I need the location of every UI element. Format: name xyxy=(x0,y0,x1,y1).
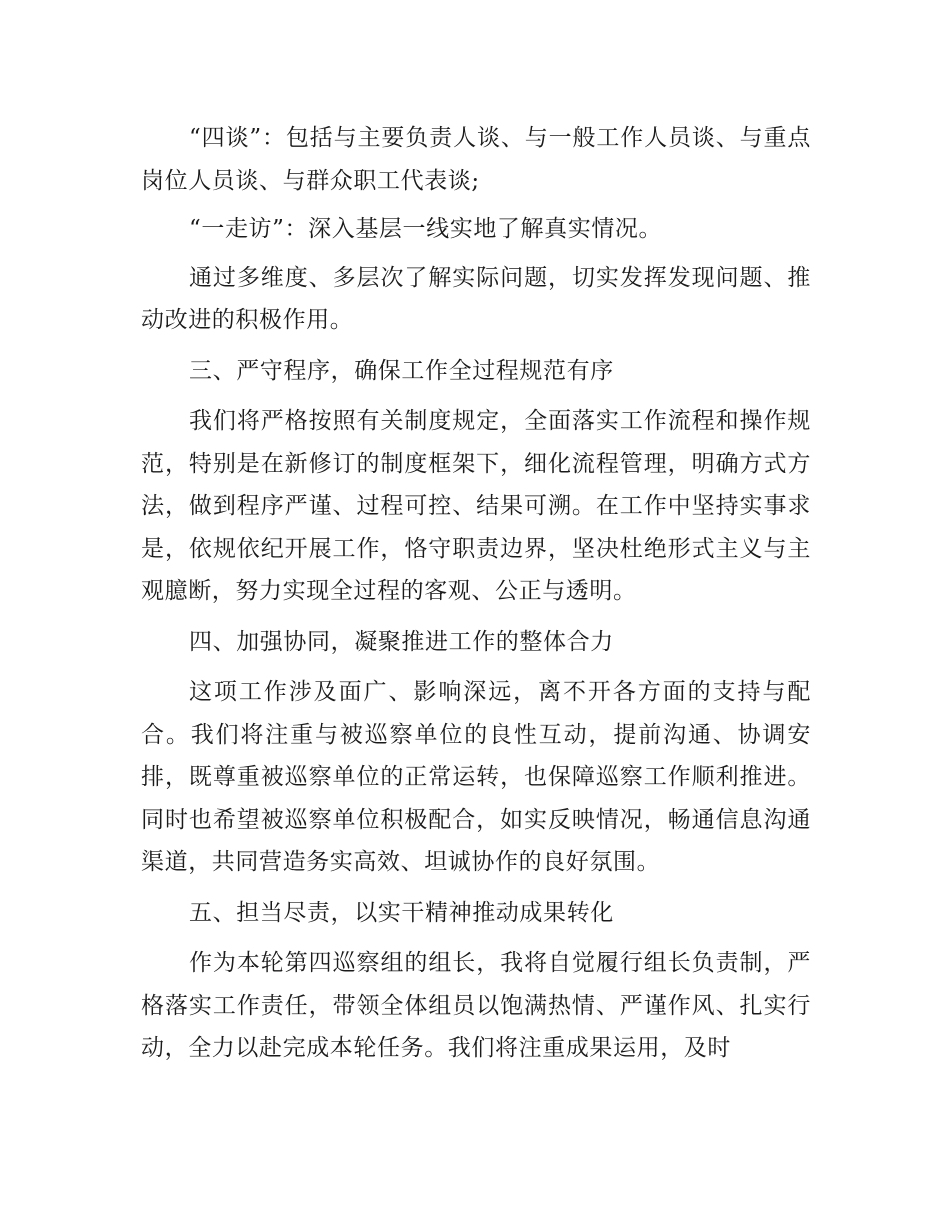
paragraph-one-visit: “一走访”：深入基层一线实地了解真实情况。 xyxy=(189,216,663,242)
paragraph-coordination: 这项工作涉及面广、影响深远，离不开各方面的支持与配合。我们将注重与被巡察单位的良性互动，提前沟通、协调安排，既尊重被巡察单位的正常运转，也保障巡察工作顺利推进。同时也希望被巡察单位积极配合，如实反映情况，畅通信息沟通渠道，共同营造务实高效、坦诚协作的良好氛围。 xyxy=(141,679,811,875)
section-heading-3: 三、严守程序，确保工作全过程规范有序 xyxy=(189,357,614,384)
paragraph-four-talks: “四谈”：包括与主要负责人谈、与一般工作人员谈、与重点岗位人员谈、与群众职工代表谈; xyxy=(141,125,811,194)
paragraph-responsibility: 作为本轮第四巡察组的组长，我将自觉履行组长负责制，严格落实工作责任，带领全体组员以饱满热情、严谨作风、扎实行动，全力以赴完成本轮任务。我们将注重成果运用，及时 xyxy=(141,950,811,1061)
document-body xyxy=(141,117,811,1070)
paragraph-procedure: 我们将严格按照有关制度规定，全面落实工作流程和操作规范，特别是在新修订的制度框架下，细化流程管理，明确方式方法，做到程序严谨、过程可控、结果可溯。在工作中坚持实事求是，依规依纪开展工作，恪守职责边界，坚决杜绝形式主义与主观臆断，努力实现全过程的客观、公正与透明。 xyxy=(141,408,811,604)
paragraph-multi-dimension: 通过多维度、多层次了解实际问题，切实发挥发现问题、推动改进的积极作用。 xyxy=(141,264,811,333)
section-heading-4: 四、加强协同，凝聚推进工作的整体合力 xyxy=(189,628,614,655)
section-heading-5: 五、担当尽责，以实干精神推动成果转化 xyxy=(189,899,614,926)
